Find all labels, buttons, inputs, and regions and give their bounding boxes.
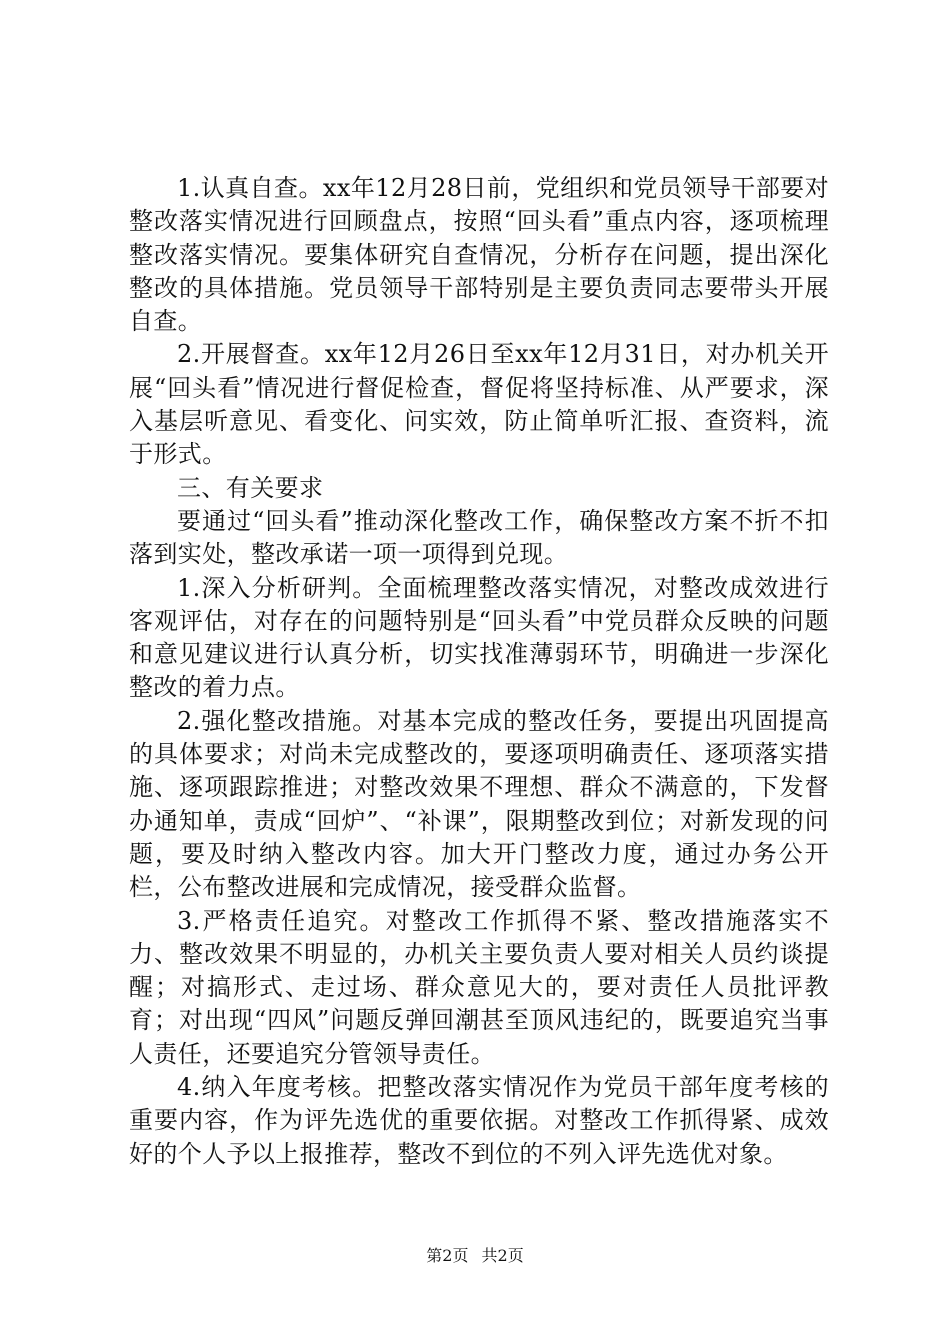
paragraph-annual-assessment: 4.纳入年度考核。把整改落实情况作为党员干部年度考核的重要内容，作为评先选优的重要依据。对整改工作抓得紧、成效好的个人予以上报推荐，整改不到位的不列入评先选优对象。: [129, 1073, 829, 1168]
section-heading-requirements: 三、有关要求: [177, 473, 324, 502]
paragraph-analysis: 1.深入分析研判。全面梳理整改落实情况，对整改成效进行客观评估，对存在的问题特别是“回头看”中党员群众反映的问题和意见建议进行认真分析，切实找准薄弱环节，明确进一步深化整改的着力点。: [129, 573, 829, 702]
page-number-total: 共2页: [481, 1246, 524, 1265]
paragraph-supervision: 2.开展督查。xx年12月26日至xx年12月31日，对办机关开展“回头看”情况进行督促检查，督促将坚持标准、从严要求，深入基层听意见、看变化、问实效，防止简单听汇报、查资料，流于形式。: [129, 340, 829, 469]
document-body: [129, 172, 829, 1171]
paragraph-measures: 2.强化整改措施。对基本完成的整改任务，要提出巩固提高的具体要求；对尚未完成整改的，要逐项明确责任、逐项落实措施、逐项跟踪推进；对整改效果不理想、群众不满意的，下发督办通知单，责成“回炉”、“补课”，限期整改到位；对新发现的问题，要及时纳入整改内容。加大开门整改力度，通过办务公开栏，公布整改进展和完成情况，接受群众监督。: [129, 706, 829, 902]
page-number-current: 第2页: [426, 1246, 469, 1265]
paragraph-accountability: 3.严格责任追究。对整改工作抓得不紧、整改措施落实不力、整改效果不明显的，办机关主要负责人要对相关人员约谈提醒；对搞形式、走过场、群众意见大的，要对责任人员批评教育；对出现“四风”问题反弹回潮甚至顶风违纪的，既要追究当事人责任，还要追究分管领导责任。: [129, 906, 829, 1068]
paragraph-self-check: 1.认真自查。xx年12月28日前，党组织和党员领导干部要对整改落实情况进行回顾盘点，按照“回头看”重点内容，逐项梳理整改落实情况。要集体研究自查情况，分析存在问题，提出深化整改的具体措施。党员领导干部特别是主要负责同志要带头开展自查。: [129, 174, 829, 336]
page-footer: [0, 1246, 950, 1266]
paragraph-intro: 要通过“回头看”推动深化整改工作，确保整改方案不折不扣落到实处，整改承诺一项一项得到兑现。: [129, 506, 829, 569]
